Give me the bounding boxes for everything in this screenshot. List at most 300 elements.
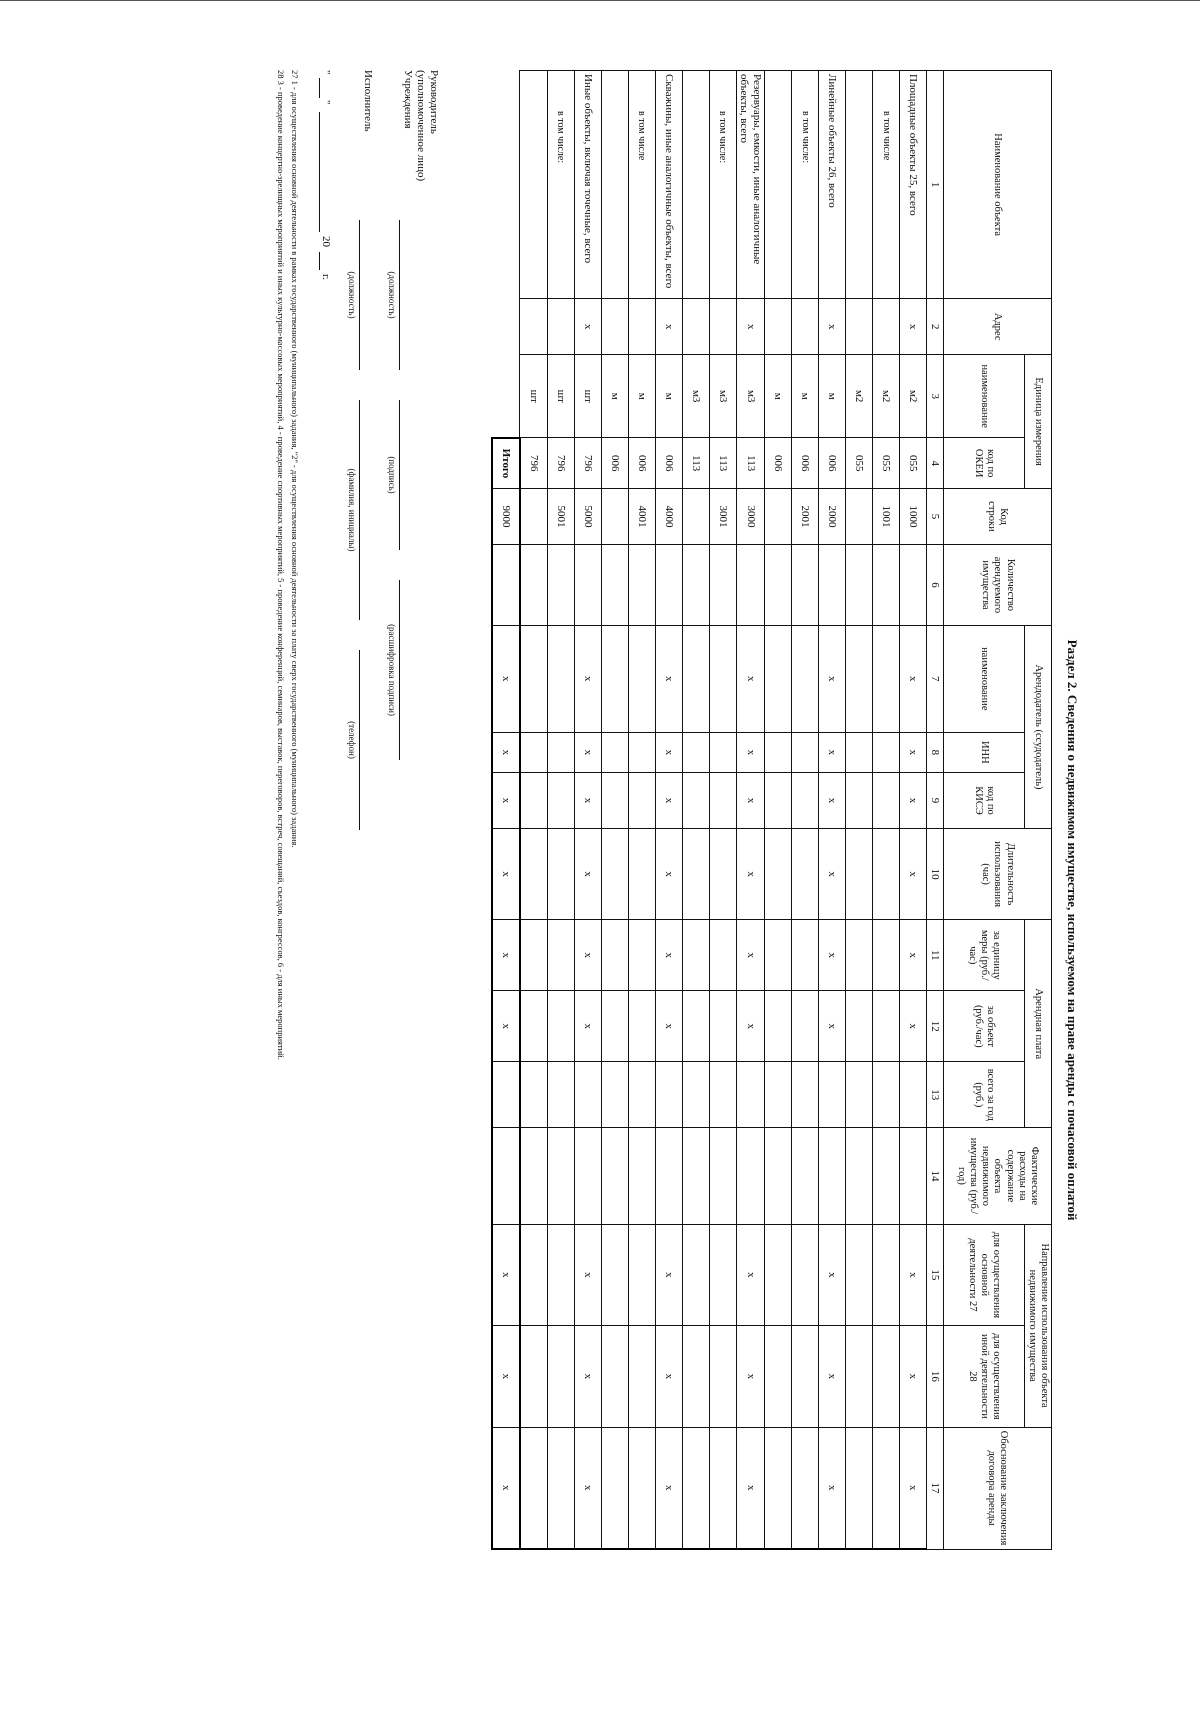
table-row [736, 71, 764, 1550]
cell-col-12: x [736, 991, 764, 1062]
cell-col-7 [872, 626, 899, 733]
head-signature-line[interactable] [399, 400, 400, 550]
table-row [872, 71, 899, 1550]
cell-col-13 [899, 1062, 926, 1128]
column-number-4: 4 [926, 438, 943, 489]
cell-col-4: 006 [655, 438, 682, 489]
cell-col-6 [709, 544, 736, 625]
cell-col-5: 5000 [574, 489, 601, 545]
cell-col-10: x [818, 828, 845, 919]
cell-col-10: x [574, 828, 601, 919]
cell-col-8 [709, 732, 736, 773]
column-number-1: 1 [926, 71, 943, 299]
cell-col-11 [791, 920, 818, 991]
table-row [601, 71, 628, 1550]
executor-position-line[interactable] [359, 220, 360, 370]
cell-col-17: x [655, 1427, 682, 1549]
cell-col-5: 4001 [628, 489, 655, 545]
cell-col-8 [791, 732, 818, 773]
row-label: Резервуары, емкости, иные аналогичные объекты, всего [736, 71, 764, 299]
cell-col-6 [791, 544, 818, 625]
cell-col-13 [574, 1062, 601, 1128]
header-address: Адрес [943, 299, 1051, 355]
cell-col-9 [764, 773, 791, 829]
cell-col-9 [709, 773, 736, 829]
header-actual-costs: Фактические расходы на содержание объекта недвижимого имущества (руб./год) [943, 1128, 1051, 1224]
cell-col-16: x [818, 1326, 845, 1427]
cell-col-11: x [655, 920, 682, 991]
cell-col-13 [818, 1062, 845, 1128]
cell-col-2: x [736, 299, 764, 355]
row-label: Линейные объекты 26, всего [818, 71, 845, 299]
cell-col-15: x [736, 1224, 764, 1325]
total-col-7: x [492, 626, 520, 733]
cell-col-8: x [818, 732, 845, 773]
cell-col-17 [791, 1427, 818, 1549]
cell-col-17 [520, 1427, 548, 1549]
table-row [764, 71, 791, 1550]
head-label-2: (уполномоченное лицо) [415, 70, 427, 182]
cell-col-14 [574, 1128, 601, 1224]
cell-col-6 [899, 544, 926, 625]
row-label: в том числе: [547, 71, 574, 299]
header-row-code: Код строки [943, 489, 1051, 545]
table-row [628, 71, 655, 1550]
cell-col-5: 2001 [791, 489, 818, 545]
cell-col-16: x [736, 1326, 764, 1427]
cell-col-15 [682, 1224, 709, 1325]
cell-col-6 [736, 544, 764, 625]
cell-col-16 [872, 1326, 899, 1427]
cell-col-15 [709, 1224, 736, 1325]
cell-col-11 [682, 920, 709, 991]
cell-col-9 [682, 773, 709, 829]
total-col-10: x [492, 828, 520, 919]
table-row [709, 71, 736, 1550]
head-label-1: Руководитель [428, 70, 440, 134]
cell-col-17 [872, 1427, 899, 1549]
cell-col-16: x [574, 1326, 601, 1427]
header-lessor-code: код по КИСЭ [943, 773, 1024, 829]
cell-col-15 [547, 1224, 574, 1325]
date-day-line[interactable] [319, 78, 320, 98]
cell-col-7: x [818, 626, 845, 733]
cell-col-9: x [574, 773, 601, 829]
cell-col-14 [845, 1128, 872, 1224]
cell-col-10: x [736, 828, 764, 919]
cell-col-16 [764, 1326, 791, 1427]
cell-col-3: м [628, 355, 655, 438]
cell-col-15 [601, 1224, 628, 1325]
cell-col-5: 5001 [547, 489, 574, 545]
cell-col-12 [709, 991, 736, 1062]
cell-col-6 [872, 544, 899, 625]
header-lessor-inn: ИНН [943, 732, 1024, 773]
cell-col-7 [709, 626, 736, 733]
cell-col-9 [791, 773, 818, 829]
cell-col-8: x [899, 732, 926, 773]
cell-col-16 [682, 1326, 709, 1427]
cell-col-6 [601, 544, 628, 625]
cell-col-14 [601, 1128, 628, 1224]
cell-col-6 [574, 544, 601, 625]
table-row [655, 71, 682, 1550]
total-col-14 [492, 1128, 520, 1224]
cell-col-9 [520, 773, 548, 829]
cell-col-17 [628, 1427, 655, 1549]
header-lessor-name: наименование [943, 626, 1024, 733]
column-number-2: 2 [926, 299, 943, 355]
row-label: в том числе: [791, 71, 818, 299]
cell-col-11: x [818, 920, 845, 991]
cell-col-9: x [655, 773, 682, 829]
cell-col-2: x [655, 299, 682, 355]
cell-col-3: шт [547, 355, 574, 438]
cell-col-5: 1001 [872, 489, 899, 545]
header-unit-name: наименование [943, 355, 1024, 438]
table-row [547, 71, 574, 1550]
cell-col-17: x [574, 1427, 601, 1549]
column-number-5: 5 [926, 489, 943, 545]
cell-col-12 [520, 991, 548, 1062]
cell-col-10 [682, 828, 709, 919]
cell-col-2 [845, 299, 872, 355]
cell-col-4: 113 [682, 438, 709, 489]
cell-col-14 [872, 1128, 899, 1224]
cell-col-14 [818, 1128, 845, 1224]
cell-col-15: x [655, 1224, 682, 1325]
column-number-11: 11 [926, 920, 943, 991]
cell-col-7: x [736, 626, 764, 733]
cell-col-7: x [655, 626, 682, 733]
cell-col-12 [601, 991, 628, 1062]
header-direction-main: для осуществления основной деятельности 27 [943, 1224, 1024, 1325]
row-label: в том числе [872, 71, 899, 299]
head-decode-caption: (расшифровка подписи) [387, 624, 397, 716]
cell-col-12 [872, 991, 899, 1062]
header-direction-other: для осуществления иной деятельности 28 [943, 1326, 1024, 1427]
cell-col-8 [764, 732, 791, 773]
cell-col-17 [845, 1427, 872, 1549]
row-label [764, 71, 791, 299]
cell-col-14 [736, 1128, 764, 1224]
row-label: Скважины, иные аналогичные объекты, всего [655, 71, 682, 299]
total-col-13 [492, 1062, 520, 1128]
cell-col-9 [601, 773, 628, 829]
cell-col-17: x [899, 1427, 926, 1549]
cell-col-11 [845, 920, 872, 991]
executor-name-line[interactable] [359, 400, 360, 620]
cell-col-11: x [574, 920, 601, 991]
footnote-28: 28 3 - проведение концертно-зрелищных мероприятий и иных культурно-массовых мероприятий, 4 - проведение спортивных мероприятий, 5 - проведение конференций, семинаров, выставок, переговоров, встреч, совещаний, съездов, конгрессов, 6 - для иных мероприятий. [276, 70, 286, 1060]
column-number-13: 13 [926, 1062, 943, 1128]
cell-col-3: м3 [709, 355, 736, 438]
cell-col-12: x [655, 991, 682, 1062]
cell-col-9: x [899, 773, 926, 829]
total-col-16: x [492, 1326, 520, 1427]
cell-col-13 [872, 1062, 899, 1128]
cell-col-13 [791, 1062, 818, 1128]
row-label [601, 71, 628, 299]
cell-col-2: x [899, 299, 926, 355]
column-number-14: 14 [926, 1128, 943, 1224]
cell-col-3: шт [520, 355, 548, 438]
cell-col-13 [547, 1062, 574, 1128]
cell-col-10 [872, 828, 899, 919]
cell-col-2 [547, 299, 574, 355]
date-quote-open: " [320, 70, 332, 75]
cell-col-3: м2 [845, 355, 872, 438]
cell-col-13 [520, 1062, 548, 1128]
cell-col-9 [547, 773, 574, 829]
row-label: в том числе [628, 71, 655, 299]
date-year-suffix: г. [320, 274, 332, 281]
cell-col-17 [682, 1427, 709, 1549]
cell-col-14 [791, 1128, 818, 1224]
cell-col-10 [547, 828, 574, 919]
cell-col-4: 006 [818, 438, 845, 489]
cell-col-12 [682, 991, 709, 1062]
header-justification: Обоснование заключения договора аренды [943, 1427, 1051, 1549]
cell-col-16 [845, 1326, 872, 1427]
cell-col-7 [601, 626, 628, 733]
cell-col-9: x [818, 773, 845, 829]
cell-col-16 [601, 1326, 628, 1427]
column-number-15: 15 [926, 1224, 943, 1325]
cell-col-10 [520, 828, 548, 919]
cell-col-13 [709, 1062, 736, 1128]
cell-col-2 [628, 299, 655, 355]
cell-col-8 [682, 732, 709, 773]
cell-col-12 [628, 991, 655, 1062]
section-title: Раздел 2. Сведения о недвижимом имуществе, используемом на праве аренды с почасовой оплатой [1065, 639, 1080, 1221]
cell-col-13 [628, 1062, 655, 1128]
cell-col-10 [709, 828, 736, 919]
cell-col-13 [655, 1062, 682, 1128]
total-label: Итого [492, 438, 520, 489]
cell-col-3: м [818, 355, 845, 438]
cell-col-14 [628, 1128, 655, 1224]
row-label: Площадные объекты 25, всего [899, 71, 926, 299]
column-number-12: 12 [926, 991, 943, 1062]
date-month-line[interactable] [319, 112, 320, 232]
cell-col-17 [764, 1427, 791, 1549]
date-year-line[interactable] [319, 252, 320, 270]
cell-col-5 [601, 489, 628, 545]
cell-col-16 [520, 1326, 548, 1427]
date-year-prefix: 20 [320, 236, 332, 247]
head-decode-line[interactable] [399, 580, 400, 760]
cell-col-7 [791, 626, 818, 733]
cell-col-8: x [574, 732, 601, 773]
cell-col-4: 796 [547, 438, 574, 489]
header-rent-group: Арендная плата [1024, 920, 1051, 1128]
cell-col-16 [628, 1326, 655, 1427]
header-lessor-group: Арендодатель (ссудодатель) [1024, 626, 1051, 829]
cell-col-15: x [818, 1224, 845, 1325]
cell-col-2 [520, 299, 548, 355]
cell-col-6 [547, 544, 574, 625]
cell-col-17 [547, 1427, 574, 1549]
cell-col-14 [709, 1128, 736, 1224]
cell-col-7: x [574, 626, 601, 733]
cell-col-11 [764, 920, 791, 991]
table-row [574, 71, 601, 1550]
cell-col-8 [628, 732, 655, 773]
cell-col-3: м [764, 355, 791, 438]
cell-col-3: м2 [899, 355, 926, 438]
footnote-27: 27 1 - для осуществления основной деятельности в рамках государственного (муниципального) задания, "2" - для осуществления основной деятельности за плату сверх государственного (муниципального) задания. [290, 70, 300, 848]
column-number-9: 9 [926, 773, 943, 829]
cell-col-3: м [655, 355, 682, 438]
total-spacer [492, 71, 520, 438]
cell-col-6 [520, 544, 548, 625]
cell-col-7 [845, 626, 872, 733]
cell-col-5: 3001 [709, 489, 736, 545]
cell-col-15 [872, 1224, 899, 1325]
cell-col-9 [845, 773, 872, 829]
executor-name-caption: (фамилия, инициалы) [347, 468, 357, 552]
cell-col-16 [709, 1326, 736, 1427]
cell-col-8 [872, 732, 899, 773]
column-number-6: 6 [926, 544, 943, 625]
cell-col-7 [764, 626, 791, 733]
cell-col-3: м [601, 355, 628, 438]
header-duration: Длительность использования (час) [943, 828, 1051, 919]
cell-col-8 [547, 732, 574, 773]
cell-col-12 [547, 991, 574, 1062]
cell-col-16 [547, 1326, 574, 1427]
cell-col-6 [628, 544, 655, 625]
cell-col-13 [601, 1062, 628, 1128]
cell-col-7 [547, 626, 574, 733]
table-row [818, 71, 845, 1550]
cell-col-10 [601, 828, 628, 919]
total-col-9: x [492, 773, 520, 829]
head-position-caption: (должность) [387, 271, 397, 319]
cell-col-10: x [655, 828, 682, 919]
table-row [682, 71, 709, 1550]
head-position-line[interactable] [399, 220, 400, 370]
cell-col-15 [628, 1224, 655, 1325]
cell-col-14 [655, 1128, 682, 1224]
cell-col-8 [845, 732, 872, 773]
cell-col-2 [791, 299, 818, 355]
cell-col-7: x [899, 626, 926, 733]
table-row [899, 71, 926, 1550]
header-rent-per-object: за объект (руб./час) [943, 991, 1024, 1062]
executor-label: Исполнитель [362, 70, 374, 132]
cell-col-10: x [899, 828, 926, 919]
cell-col-4: 006 [764, 438, 791, 489]
cell-col-16: x [899, 1326, 926, 1427]
cell-col-11 [601, 920, 628, 991]
total-col-11: x [492, 920, 520, 991]
cell-col-9: x [736, 773, 764, 829]
cell-col-6 [764, 544, 791, 625]
cell-col-17 [601, 1427, 628, 1549]
cell-col-10 [628, 828, 655, 919]
total-code: 9000 [492, 489, 520, 545]
cell-col-15: x [899, 1224, 926, 1325]
total-col-6 [492, 544, 520, 625]
cell-col-13 [682, 1062, 709, 1128]
cell-col-11 [520, 920, 548, 991]
property-table [491, 70, 1052, 1550]
executor-phone-line[interactable] [359, 650, 360, 830]
cell-col-11: x [736, 920, 764, 991]
row-label [845, 71, 872, 299]
cell-col-15: x [574, 1224, 601, 1325]
cell-col-12: x [818, 991, 845, 1062]
cell-col-4: 055 [899, 438, 926, 489]
cell-col-2: x [818, 299, 845, 355]
cell-col-15 [520, 1224, 548, 1325]
cell-col-12 [791, 991, 818, 1062]
table-row [520, 71, 548, 1550]
cell-col-16: x [655, 1326, 682, 1427]
cell-col-4: 006 [601, 438, 628, 489]
cell-col-12: x [899, 991, 926, 1062]
date-quote-close: " [320, 100, 332, 105]
cell-col-8 [520, 732, 548, 773]
header-unit-group: Единица измерения [1024, 355, 1051, 489]
header-name: Наименование объекта [943, 71, 1051, 299]
header-rent-per-year: всего за год (руб.) [943, 1062, 1024, 1128]
cell-col-2 [709, 299, 736, 355]
cell-col-14 [547, 1128, 574, 1224]
cell-col-5 [764, 489, 791, 545]
cell-col-10 [764, 828, 791, 919]
cell-col-13 [736, 1062, 764, 1128]
cell-col-4: 113 [736, 438, 764, 489]
cell-col-10 [845, 828, 872, 919]
header-rent-per-unit: за единицу меры (руб./час) [943, 920, 1024, 991]
cell-col-2: x [574, 299, 601, 355]
cell-col-9 [628, 773, 655, 829]
cell-col-15 [791, 1224, 818, 1325]
cell-col-9 [872, 773, 899, 829]
cell-col-2 [601, 299, 628, 355]
cell-col-3: м [791, 355, 818, 438]
cell-col-10 [791, 828, 818, 919]
cell-col-11 [628, 920, 655, 991]
cell-col-8: x [655, 732, 682, 773]
head-label-3: Учреждения [402, 70, 414, 129]
cell-col-4: 055 [872, 438, 899, 489]
cell-col-6 [682, 544, 709, 625]
total-row [492, 71, 520, 1550]
row-label [682, 71, 709, 299]
cell-col-4: 055 [845, 438, 872, 489]
executor-position-caption: (должность) [347, 271, 357, 319]
row-label: Иные объекты, включая точечные, всего [574, 71, 601, 299]
cell-col-12 [845, 991, 872, 1062]
column-number-17: 17 [926, 1427, 943, 1549]
header-quantity: Количество арендуемого имущества [943, 544, 1051, 625]
cell-col-15 [764, 1224, 791, 1325]
cell-col-5: 1000 [899, 489, 926, 545]
cell-col-4: 796 [574, 438, 601, 489]
total-col-12: x [492, 991, 520, 1062]
column-number-16: 16 [926, 1326, 943, 1427]
head-signature-caption: (подпись) [387, 456, 397, 494]
cell-col-11: x [899, 920, 926, 991]
cell-col-5 [520, 489, 548, 545]
cell-col-2 [764, 299, 791, 355]
total-col-8: x [492, 732, 520, 773]
cell-col-12: x [574, 991, 601, 1062]
